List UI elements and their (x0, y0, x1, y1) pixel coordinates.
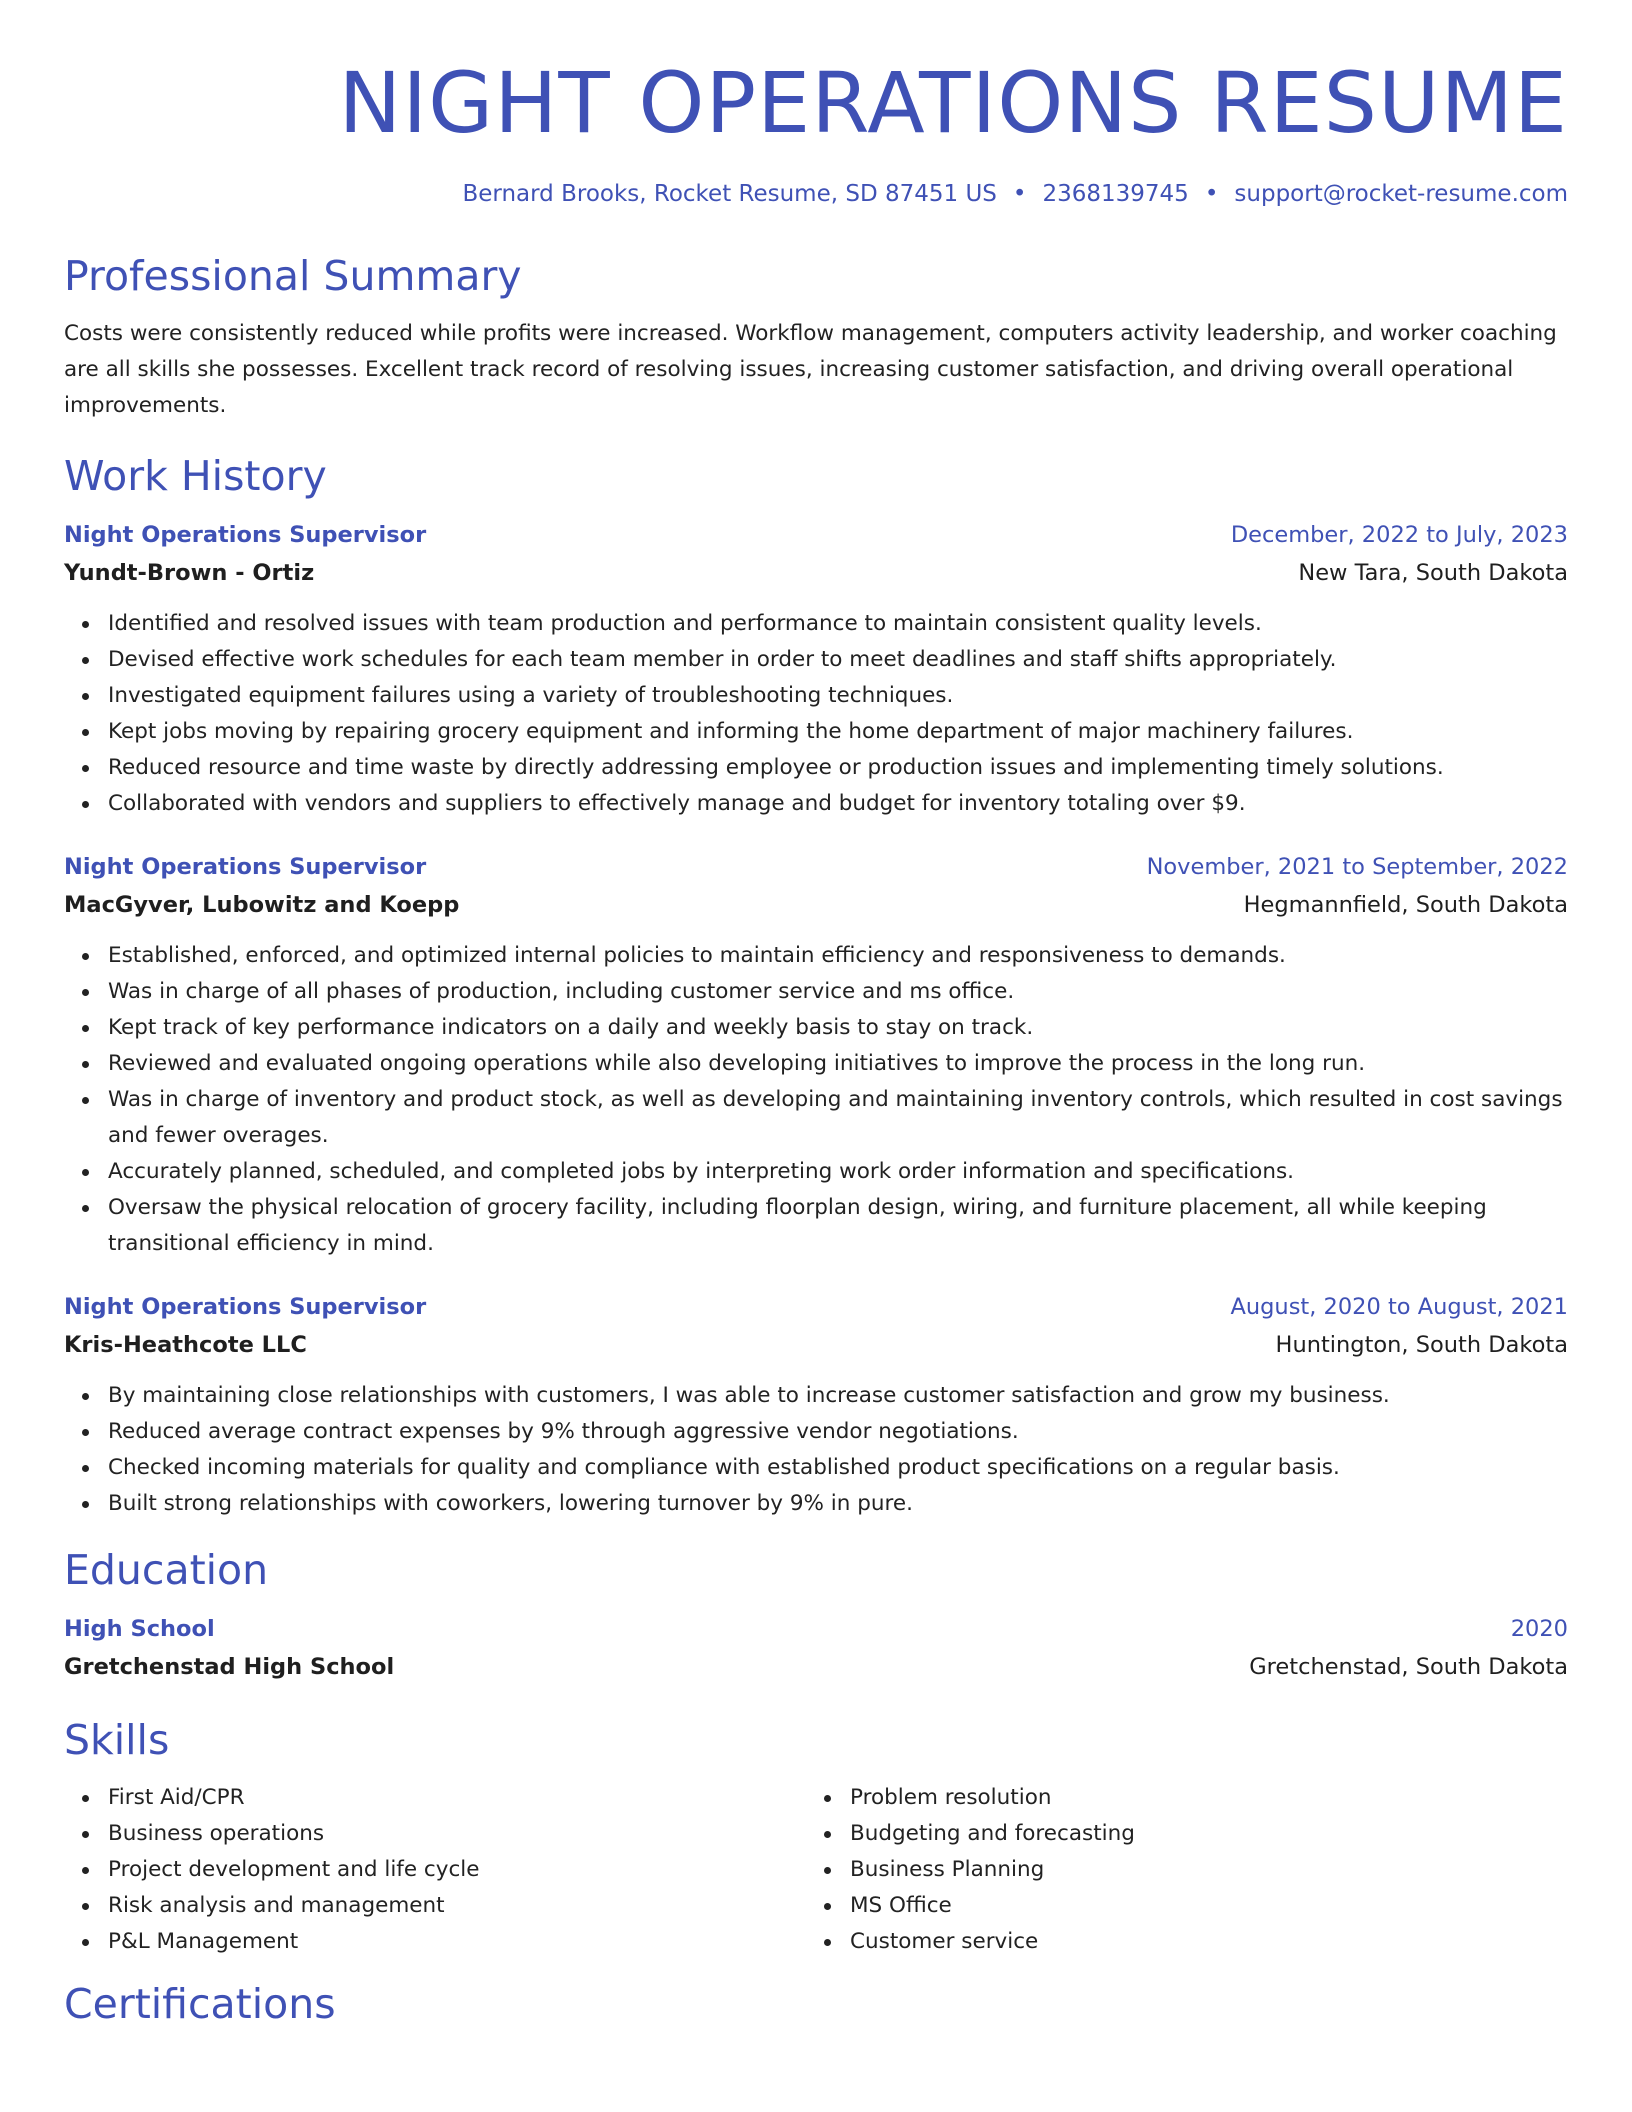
education-subheader (64, 1648, 1568, 1686)
resume-title: NIGHT OPERATIONS RESUME (338, 54, 1568, 152)
job-subheader (64, 886, 1568, 924)
resume-page (64, 0, 1568, 2030)
skill-item: Business Planning (850, 1852, 1548, 1888)
education-entry (64, 1610, 1568, 1686)
job-bullet: Devised effective work schedules for each team member in order to meet deadlines and staff shifts appropriately. (108, 642, 1568, 678)
job-bullet: Oversaw the physical relocation of grocery facility, including floorplan design, wiring, and furniture placement, all while keeping transitional efficiency in mind. (108, 1190, 1568, 1262)
job-bullet: Kept track of key performance indicators on a daily and weekly basis to stay on track. (108, 1010, 1568, 1046)
education-school: Gretchenstad High School (64, 1654, 395, 1680)
skill-item: Budgeting and forecasting (850, 1816, 1548, 1852)
job-bullet: Reduced average contract expenses by 9% through aggressive vendor negotiations. (108, 1414, 1568, 1450)
contact-separator: • (1012, 181, 1027, 207)
job-bullet: Collaborated with vendors and suppliers to effectively manage and budget for inventory totaling over $9. (108, 786, 1568, 822)
education-heading: Education (64, 1546, 269, 1594)
certifications-heading: Certifications (64, 1980, 336, 2028)
education-degree: High School (64, 1616, 215, 1642)
job-header (64, 516, 1568, 554)
summary-heading: Professional Summary (64, 252, 522, 300)
contact-phone: 2368139745 (1042, 181, 1189, 207)
job-bullet: Accurately planned, scheduled, and completed jobs by interpreting work order information and specifications. (108, 1154, 1568, 1190)
job-bullet: Reviewed and evaluated ongoing operations while also developing initiatives to improve the process in the long run. (108, 1046, 1568, 1082)
job-company: Yundt-Brown - Ortiz (64, 560, 315, 586)
job-bullet: Reduced resource and time waste by directly addressing employee or production issues and implementing timely solutions. (108, 750, 1568, 786)
job-bullet: Identified and resolved issues with team production and performance to maintain consistent quality levels. (108, 606, 1568, 642)
work-history-heading: Work History (64, 452, 327, 500)
job-header (64, 1288, 1568, 1326)
job-title: Night Operations Supervisor (64, 1294, 427, 1320)
contact-email[interactable]: support@rocket-resume.com (1234, 181, 1568, 207)
job-subheader (64, 1326, 1568, 1364)
skills-heading: Skills (64, 1716, 170, 1764)
skill-item: Problem resolution (850, 1780, 1548, 1816)
job-company: Kris-Heathcote LLC (64, 1332, 307, 1358)
job-title: Night Operations Supervisor (64, 854, 427, 880)
job-bullet: Was in charge of inventory and product stock, as well as developing and maintaining inventory controls, which resulted in cost savings and fewer overages. (108, 1082, 1568, 1154)
job-bullet: Investigated equipment failures using a variety of troubleshooting techniques. (108, 678, 1568, 714)
skill-item: MS Office (850, 1888, 1548, 1924)
job-bullets (64, 606, 1568, 822)
skill-item: P&L Management (108, 1924, 806, 1960)
skill-item: First Aid/CPR (108, 1780, 806, 1816)
contact-address: Bernard Brooks, Rocket Resume, SD 87451 US (462, 181, 997, 207)
job-entry (64, 848, 1568, 1262)
skill-item: Business operations (108, 1816, 806, 1852)
job-company: MacGyver, Lubowitz and Koepp (64, 892, 460, 918)
contact-line (64, 178, 1568, 210)
job-location: Hegmannfield, South Dakota (1243, 892, 1568, 918)
job-dates: August, 2020 to August, 2021 (1230, 1294, 1568, 1320)
summary-text: Costs were consistently reduced while profits were increased. Workflow management, computers activity leadership, and worker coaching are all skills she possesses. Excellent track record of resolving issues, increasing customer satisfaction, and driving overall operational improvements. (64, 321, 1557, 418)
job-subheader (64, 554, 1568, 592)
skill-item: Project development and life cycle (108, 1852, 806, 1888)
education-location: Gretchenstad, South Dakota (1249, 1654, 1568, 1680)
skills-grid (64, 1780, 1568, 1960)
job-bullet: Was in charge of all phases of production, including customer service and ms office. (108, 974, 1568, 1010)
job-title: Night Operations Supervisor (64, 522, 427, 548)
job-bullets (64, 1378, 1568, 1522)
contact-separator: • (1204, 181, 1219, 207)
job-location: Huntington, South Dakota (1275, 1332, 1568, 1358)
skills-column-right (806, 1780, 1548, 1960)
job-bullet: Established, enforced, and optimized internal policies to maintain efficiency and responsiveness to demands. (108, 938, 1568, 974)
job-entry (64, 1288, 1568, 1522)
skill-item: Customer service (850, 1924, 1548, 1960)
education-header (64, 1610, 1568, 1648)
skills-column-left (64, 1780, 806, 1960)
education-year: 2020 (1510, 1616, 1568, 1642)
job-bullet: By maintaining close relationships with customers, I was able to increase customer satisfaction and grow my business. (108, 1378, 1568, 1414)
job-dates: November, 2021 to September, 2022 (1146, 854, 1568, 880)
skill-item: Risk analysis and management (108, 1888, 806, 1924)
job-header (64, 848, 1568, 886)
job-dates: December, 2022 to July, 2023 (1230, 522, 1568, 548)
job-bullet: Checked incoming materials for quality and compliance with established product specifications on a regular basis. (108, 1450, 1568, 1486)
job-entry (64, 516, 1568, 822)
job-bullet: Kept jobs moving by repairing grocery equipment and informing the home department of major machinery failures. (108, 714, 1568, 750)
job-bullets (64, 938, 1568, 1262)
job-location: New Tara, South Dakota (1298, 560, 1568, 586)
job-bullet: Built strong relationships with coworkers, lowering turnover by 9% in pure. (108, 1486, 1568, 1522)
